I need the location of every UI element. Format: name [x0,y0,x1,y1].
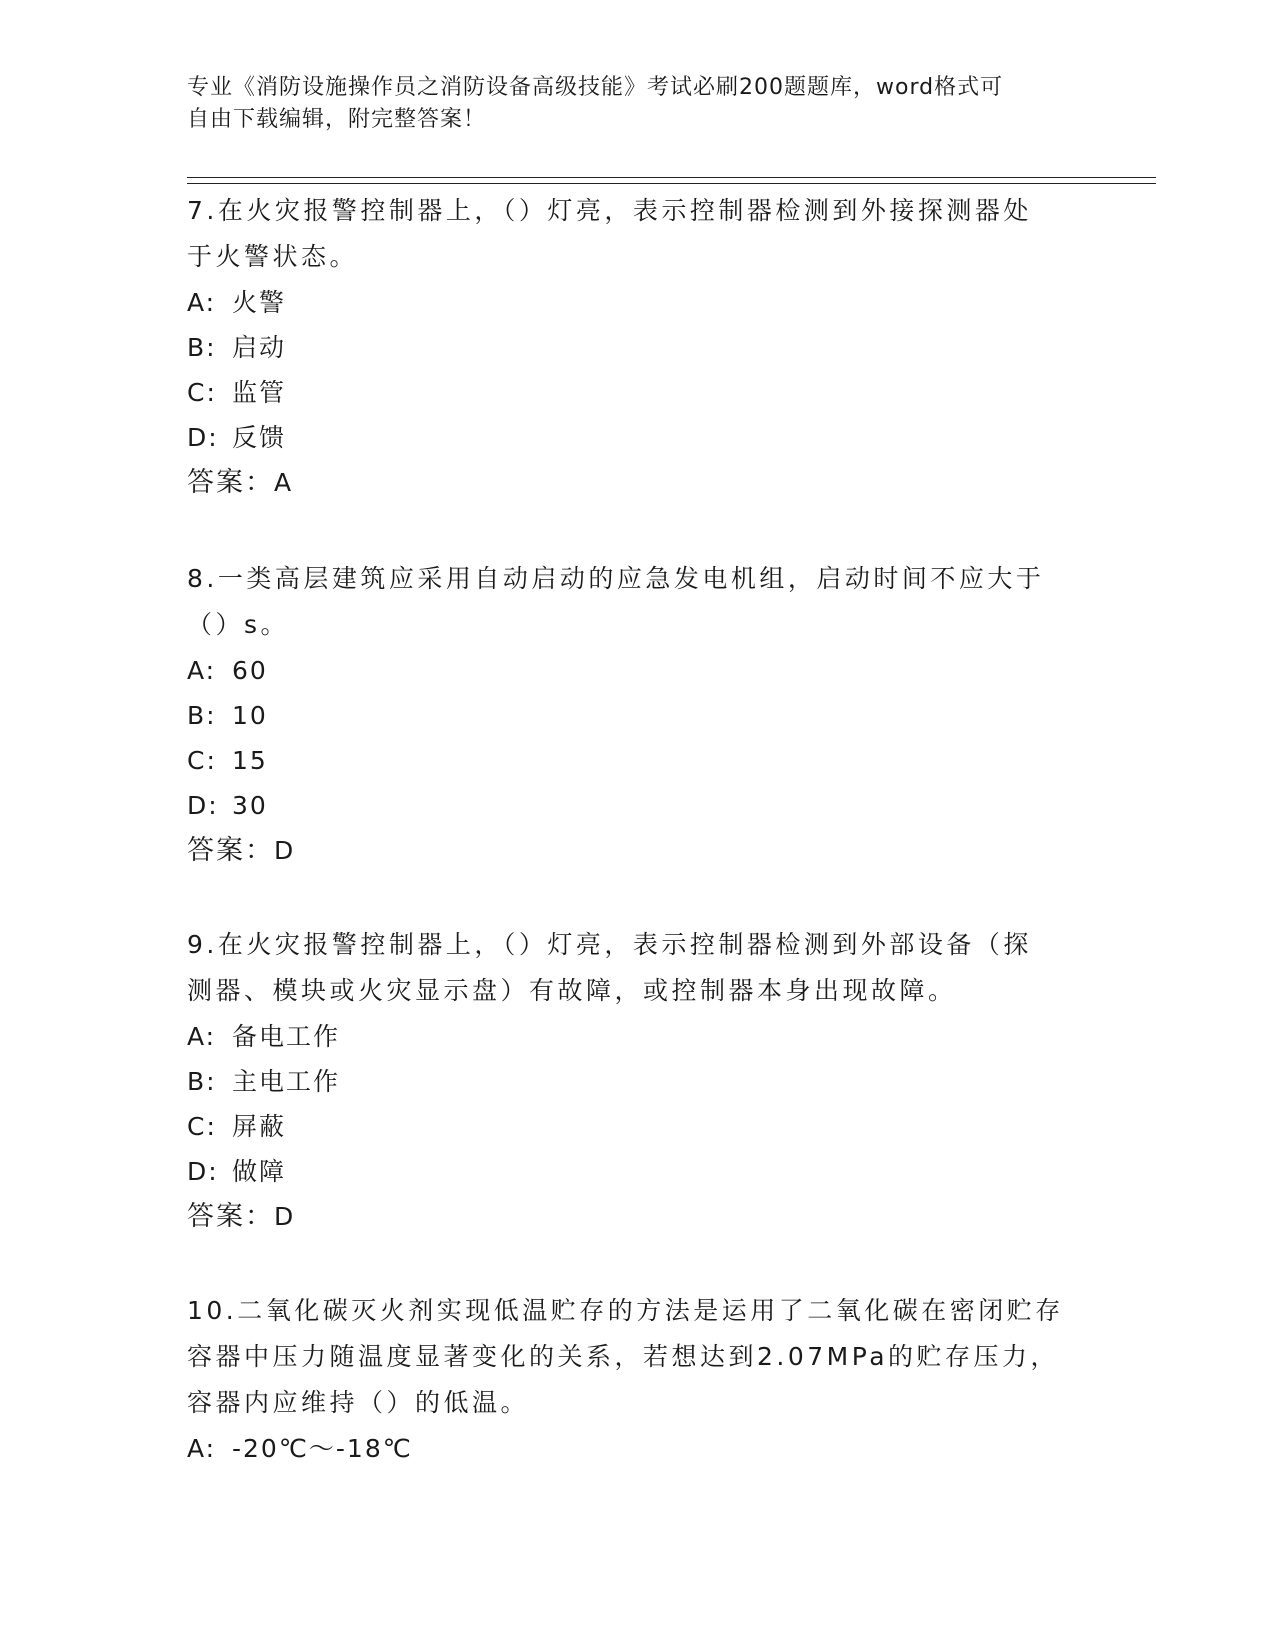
question-9 [187,922,1087,1240]
option-key: A: [187,656,217,685]
answer-label: 答案： [187,835,274,866]
option-text: 60 [232,656,268,685]
option-text: 主电工作 [232,1067,341,1096]
option-c [187,1104,1087,1149]
option-key: C: [187,746,217,775]
question-line: 7.在火灾报警控制器上，（）灯亮，表示控制器检测到外接探测器处 [187,196,1032,225]
option-key: D: [187,791,219,820]
question-line: 于火警状态。 [187,242,359,271]
option-text: 监管 [232,378,287,407]
option-key: B: [187,701,217,730]
question-line: 容器中压力随温度显著变化的关系，若想达到2.07MPa的贮存压力， [187,1342,1060,1371]
answer-value: D [274,1202,296,1231]
question-line: （）s。 [187,610,290,639]
question-line: 容器内应维持（）的低温。 [187,1388,530,1417]
question-text [187,188,1087,280]
option-text: 做障 [232,1157,287,1186]
header-divider-top [187,177,1156,178]
option-key: D: [187,1157,219,1186]
answer-value: D [274,836,296,865]
option-key: A: [187,1434,217,1463]
option-c [187,738,1087,783]
question-8 [187,556,1087,874]
option-b [187,693,1087,738]
option-d [187,783,1087,828]
option-a [187,1014,1087,1059]
header-line-1: 专业《消防设施操作员之消防设备高级技能》考试必刷200题题库，word格式可 [187,75,1004,100]
question-text [187,1288,1087,1426]
option-text: 屏蔽 [232,1112,287,1141]
question-line: 9.在火灾报警控制器上，（）灯亮，表示控制器检测到外部设备（探 [187,930,1032,959]
question-line: 测器、模块或火灾显示盘）有故障，或控制器本身出现故障。 [187,976,957,1005]
answer [187,460,1087,506]
question-line: 10.二氧化碳灭火剂实现低温贮存的方法是运用了二氧化碳在密闭贮存 [187,1296,1064,1325]
option-a [187,1426,1087,1471]
answer [187,828,1087,874]
answer [187,1194,1087,1240]
option-key: C: [187,378,217,407]
option-b [187,1059,1087,1104]
answer-value: A [274,468,294,497]
option-text: 反馈 [232,423,287,452]
option-d [187,1149,1087,1194]
option-key: B: [187,333,217,362]
question-7 [187,188,1087,506]
header-divider-bottom [187,183,1156,184]
question-10 [187,1288,1087,1471]
option-key: A: [187,288,217,317]
option-d [187,415,1087,460]
question-line: 8.一类高层建筑应采用自动启动的应急发电机组，启动时间不应大于 [187,564,1045,593]
option-key: B: [187,1067,217,1096]
option-key: C: [187,1112,217,1141]
option-text: 火警 [232,288,287,317]
option-c [187,370,1087,415]
option-text: -20℃～-18℃ [232,1434,413,1463]
question-text [187,922,1087,1014]
answer-label: 答案： [187,467,274,498]
option-text: 10 [232,701,268,730]
option-key: D: [187,423,219,452]
option-a [187,648,1087,693]
option-text: 备电工作 [232,1022,341,1051]
option-text: 启动 [232,333,287,362]
option-b [187,325,1087,370]
option-text: 30 [232,791,268,820]
answer-label: 答案： [187,1201,274,1232]
option-key: A: [187,1022,217,1051]
header-line-2: 自由下载编辑，附完整答案！ [187,107,487,132]
question-text [187,556,1087,648]
document-header [187,72,1087,136]
option-text: 15 [232,746,268,775]
option-a [187,280,1087,325]
